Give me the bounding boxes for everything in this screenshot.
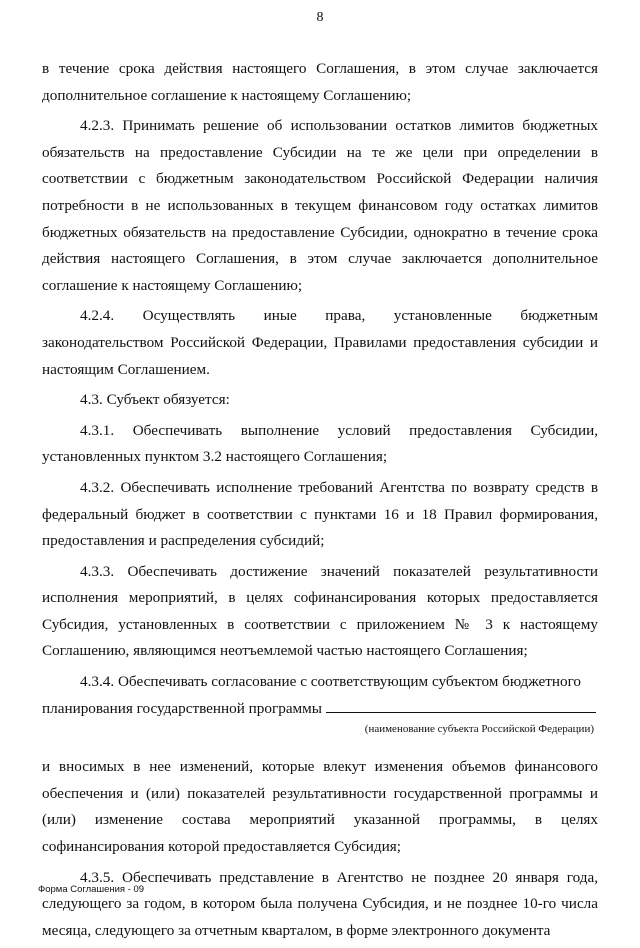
blank-caption: (наименование субъекта Российской Федерации)	[364, 723, 594, 736]
paragraph-4-3: 4.3. Субъект обязуется:	[80, 391, 230, 409]
paragraph-4-3-3: 4.3.3. Обеспечивать достижение значений показателей результативности исполнения мероприятий, в целях софинансирования которых предоставляется Субсидия, установленных в соответствии с приложением № 3 к настоящему Соглашению, являющимся неотъемлемой частью настоящего Соглашения;	[42, 562, 598, 660]
paragraph-continuation: в течение срока действия настоящего Соглашения, в этом случае заключается дополнительное соглашение к настоящему Соглашению;	[42, 60, 598, 104]
paragraph-4-3-5: 4.3.5. Обеспечивать представление в Агентство не позднее 20 января года, следующего за годом, в котором была получена Субсидия, и не позднее 10-го числа месяца, следующего за отчетным кварталом, в форме электронного документа	[42, 868, 598, 939]
document-body	[42, 56, 598, 948]
form-footer: Форма Соглашения - 09	[38, 884, 145, 895]
paragraph-4-3-2: 4.3.2. Обеспечивать исполнение требований Агентства по возврату средств в федеральный бюджет в соответствии с пунктами 16 и 18 Правил формирования, предоставления и распределения субсидий;	[42, 478, 598, 550]
gov-program-line	[42, 696, 598, 723]
paragraph-4-3-4: 4.3.4. Обеспечивать согласование с соответствующим субъектом бюджетного	[80, 673, 582, 691]
fill-in-blank	[326, 698, 596, 713]
page-number: 8	[316, 10, 324, 25]
gov-program-label: планирования государственной программы	[42, 699, 322, 717]
paragraph-4-3-4-continuation: и вносимых в нее изменений, которые влекут изменения объемов финансового обеспечения и (или) показателей результативности государственной программы и (или) изменение состава мероприятий указанной программы, в целях софинансирования которой предоставляется Субсидия;	[42, 758, 598, 856]
paragraph-4-2-4: 4.2.4. Осуществлять иные права, установленные бюджетным законодательством Российской Федерации, Правилами предоставления субсидии и настоящим Соглашением.	[42, 307, 598, 378]
paragraph-4-2-3: 4.2.3. Принимать решение об использовании остатков лимитов бюджетных обязательств на предоставление Субсидии на те же цели при определении в соответствии с бюджетным законодательством Российской Федерации наличия потребности в не использованных в текущем финансовом году остатках лимитов бюджетных обязательств на предоставление Субсидии, однократно в течение срока действия настоящего Соглашения, в этом случае заключается дополнительное соглашение к настоящему Соглашению;	[42, 117, 598, 294]
paragraph-4-3-1: 4.3.1. Обеспечивать выполнение условий предоставления Субсидии, установленных пунктом 3.2 настоящего Соглашения;	[42, 421, 598, 466]
